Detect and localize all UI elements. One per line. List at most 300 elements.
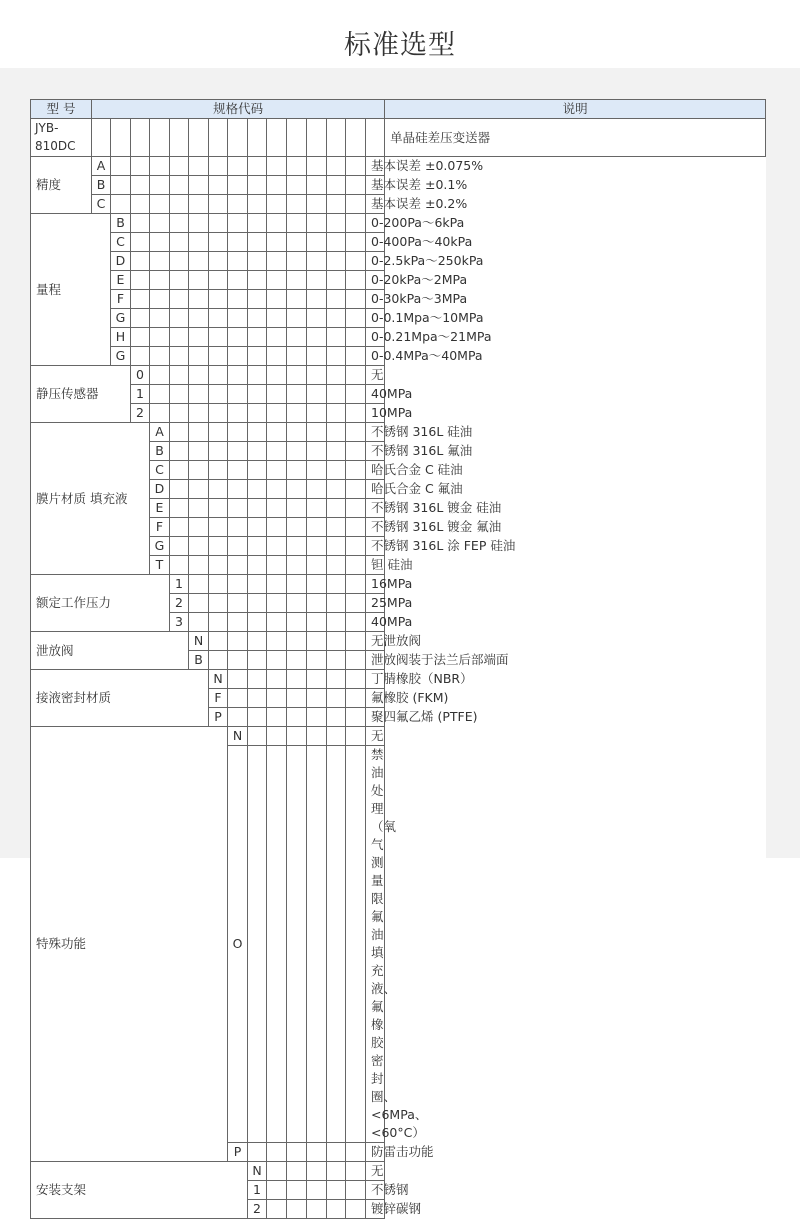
code-cell xyxy=(248,442,267,461)
code-cell xyxy=(170,290,189,309)
code-cell xyxy=(307,537,327,556)
code-cell xyxy=(346,290,366,309)
code-cell xyxy=(346,499,366,518)
code-cell xyxy=(346,176,366,195)
code-cell xyxy=(131,347,150,366)
code-cell xyxy=(209,252,228,271)
code-cell xyxy=(189,214,209,233)
code-cell xyxy=(170,233,189,252)
code-cell xyxy=(248,613,267,632)
code-cell xyxy=(267,176,287,195)
selection-table xyxy=(30,99,766,1219)
code-cell xyxy=(287,290,307,309)
option-code: F xyxy=(150,518,170,537)
code-cell xyxy=(248,328,267,347)
code-cell xyxy=(209,537,228,556)
code-cell xyxy=(307,442,327,461)
code-cell xyxy=(327,157,346,176)
option-code: B xyxy=(111,214,131,233)
code-cell xyxy=(267,651,287,670)
table-row xyxy=(31,252,766,271)
code-cell xyxy=(248,499,267,518)
option-description: 聚四氟乙烯 (PTFE) xyxy=(366,708,385,727)
code-cell xyxy=(248,366,267,385)
table-row xyxy=(31,271,766,290)
option-code: N xyxy=(209,670,228,689)
code-cell xyxy=(209,423,228,442)
category-label: 额定工作压力 xyxy=(31,575,170,632)
code-cell xyxy=(346,214,366,233)
code-cell xyxy=(228,385,248,404)
option-code: P xyxy=(228,1143,248,1162)
option-code: E xyxy=(150,499,170,518)
code-cell xyxy=(307,746,327,1143)
code-cell xyxy=(287,347,307,366)
code-cell xyxy=(307,271,327,290)
code-cell xyxy=(248,176,267,195)
code-cell xyxy=(287,461,307,480)
code-cell xyxy=(287,195,307,214)
code-cell xyxy=(327,1162,346,1181)
code-cell xyxy=(346,651,366,670)
code-cell xyxy=(267,404,287,423)
code-cell xyxy=(189,252,209,271)
option-description: 40MPa xyxy=(366,385,385,404)
code-cell xyxy=(287,366,307,385)
code-cell xyxy=(307,366,327,385)
code-cell xyxy=(346,423,366,442)
code-cell xyxy=(228,670,248,689)
table-row xyxy=(31,157,766,176)
option-description: 0-0.1Mpa～10MPa xyxy=(366,309,385,328)
option-code: 1 xyxy=(170,575,189,594)
code-cell xyxy=(209,290,228,309)
code-cell xyxy=(228,366,248,385)
code-cell xyxy=(209,385,228,404)
code-cell xyxy=(267,214,287,233)
code-cell xyxy=(170,119,189,157)
option-description: 0-2.5kPa～250kPa xyxy=(366,252,385,271)
code-cell xyxy=(170,404,189,423)
table-row xyxy=(31,727,766,746)
code-cell xyxy=(346,613,366,632)
code-cell xyxy=(131,271,150,290)
code-cell xyxy=(287,708,307,727)
code-cell xyxy=(287,727,307,746)
option-description: 丁腈橡胶（NBR） xyxy=(366,670,385,689)
code-cell xyxy=(189,347,209,366)
code-cell xyxy=(228,480,248,499)
code-cell xyxy=(228,271,248,290)
option-description: 不锈钢 316L 镀金 硅油 xyxy=(366,499,385,518)
code-cell xyxy=(327,461,346,480)
option-code: H xyxy=(111,328,131,347)
code-cell xyxy=(248,746,267,1143)
code-cell xyxy=(327,480,346,499)
code-cell xyxy=(327,746,346,1143)
code-cell xyxy=(287,556,307,575)
option-description: 10MPa xyxy=(366,404,385,423)
code-cell xyxy=(228,252,248,271)
option-description: 0-20kPa～2MPa xyxy=(366,271,385,290)
code-cell xyxy=(267,594,287,613)
code-cell xyxy=(346,195,366,214)
option-code: C xyxy=(150,461,170,480)
code-cell xyxy=(248,290,267,309)
code-cell xyxy=(209,575,228,594)
code-cell xyxy=(307,309,327,328)
code-cell xyxy=(228,575,248,594)
code-cell xyxy=(248,537,267,556)
code-cell xyxy=(327,518,346,537)
code-cell xyxy=(327,594,346,613)
table-row xyxy=(31,670,766,689)
code-cell xyxy=(170,366,189,385)
code-cell xyxy=(170,195,189,214)
code-cell xyxy=(287,670,307,689)
code-cell xyxy=(209,442,228,461)
code-cell xyxy=(327,252,346,271)
option-description: 0-0.21Mpa～21MPa xyxy=(366,328,385,347)
code-cell xyxy=(327,727,346,746)
code-cell xyxy=(327,613,346,632)
code-cell xyxy=(248,556,267,575)
header-model: 型 号 xyxy=(31,100,92,119)
code-cell xyxy=(287,613,307,632)
code-cell xyxy=(327,1143,346,1162)
code-cell xyxy=(189,480,209,499)
code-cell xyxy=(111,119,131,157)
table-row xyxy=(31,632,766,651)
code-cell xyxy=(189,385,209,404)
code-cell xyxy=(170,556,189,575)
option-description: 无 xyxy=(366,366,385,385)
code-cell xyxy=(307,1200,327,1219)
code-cell xyxy=(307,347,327,366)
option-code: A xyxy=(150,423,170,442)
code-cell xyxy=(346,366,366,385)
code-cell xyxy=(189,613,209,632)
code-cell xyxy=(228,328,248,347)
code-cell xyxy=(307,670,327,689)
code-cell xyxy=(248,727,267,746)
code-cell xyxy=(209,271,228,290)
code-cell xyxy=(307,727,327,746)
code-cell xyxy=(189,366,209,385)
code-cell xyxy=(248,252,267,271)
option-code: 2 xyxy=(170,594,189,613)
option-description: 哈氏合金 C 氟油 xyxy=(366,480,385,499)
code-cell xyxy=(248,385,267,404)
code-cell xyxy=(327,404,346,423)
code-cell xyxy=(346,480,366,499)
code-cell xyxy=(248,309,267,328)
code-cell xyxy=(150,290,170,309)
code-cell xyxy=(307,480,327,499)
table-row xyxy=(31,328,766,347)
header-spec-code: 规格代码 xyxy=(92,100,385,119)
code-cell xyxy=(150,309,170,328)
option-description: 0-400Pa～40kPa xyxy=(366,233,385,252)
code-cell xyxy=(267,366,287,385)
code-cell xyxy=(189,404,209,423)
code-cell xyxy=(170,461,189,480)
code-cell xyxy=(287,328,307,347)
code-cell xyxy=(327,328,346,347)
code-cell xyxy=(346,537,366,556)
code-cell xyxy=(307,423,327,442)
code-cell xyxy=(170,176,189,195)
table-row xyxy=(31,233,766,252)
option-code: B xyxy=(189,651,209,670)
code-cell xyxy=(150,195,170,214)
code-cell xyxy=(248,518,267,537)
code-cell xyxy=(346,632,366,651)
code-cell xyxy=(346,670,366,689)
code-cell xyxy=(307,613,327,632)
code-cell xyxy=(346,461,366,480)
code-cell xyxy=(209,195,228,214)
code-cell xyxy=(287,271,307,290)
page-title: 标准选型 xyxy=(344,30,456,61)
category-label: 泄放阀 xyxy=(31,632,189,670)
code-cell xyxy=(346,347,366,366)
code-cell xyxy=(287,119,307,157)
code-cell xyxy=(287,594,307,613)
code-cell xyxy=(327,119,346,157)
code-cell xyxy=(228,594,248,613)
option-description: 防雷击功能 xyxy=(366,1143,385,1162)
code-cell xyxy=(209,518,228,537)
code-cell xyxy=(327,442,346,461)
code-cell xyxy=(228,423,248,442)
code-cell xyxy=(209,613,228,632)
code-cell xyxy=(228,176,248,195)
code-cell xyxy=(287,385,307,404)
table-row xyxy=(31,366,766,385)
option-description: 泄放阀装于法兰后部端面 xyxy=(366,651,385,670)
code-cell xyxy=(267,252,287,271)
option-code: O xyxy=(228,746,248,1143)
code-cell xyxy=(267,157,287,176)
code-cell xyxy=(307,499,327,518)
option-code: D xyxy=(111,252,131,271)
code-cell xyxy=(327,271,346,290)
code-cell xyxy=(327,689,346,708)
code-cell xyxy=(327,366,346,385)
code-cell xyxy=(327,1200,346,1219)
code-cell xyxy=(189,195,209,214)
table-row xyxy=(31,176,766,195)
code-cell xyxy=(209,309,228,328)
code-cell xyxy=(267,233,287,252)
code-cell xyxy=(228,461,248,480)
code-cell xyxy=(228,195,248,214)
table-row xyxy=(31,385,766,404)
code-cell xyxy=(248,651,267,670)
code-cell xyxy=(209,556,228,575)
code-cell xyxy=(248,708,267,727)
code-cell xyxy=(346,594,366,613)
code-cell xyxy=(346,328,366,347)
option-code: D xyxy=(150,480,170,499)
option-code: T xyxy=(150,556,170,575)
code-cell xyxy=(267,689,287,708)
code-cell xyxy=(267,119,287,157)
code-cell xyxy=(150,366,170,385)
code-cell xyxy=(307,556,327,575)
code-cell xyxy=(287,689,307,708)
code-cell xyxy=(209,404,228,423)
code-cell xyxy=(327,651,346,670)
code-cell xyxy=(346,689,366,708)
code-cell xyxy=(248,119,267,157)
code-cell xyxy=(287,746,307,1143)
code-cell xyxy=(267,632,287,651)
code-cell xyxy=(209,632,228,651)
code-cell xyxy=(327,309,346,328)
code-cell xyxy=(267,1162,287,1181)
code-cell xyxy=(209,157,228,176)
option-code: N xyxy=(228,727,248,746)
code-cell xyxy=(170,423,189,442)
code-cell xyxy=(327,347,346,366)
code-cell xyxy=(150,119,170,157)
code-cell xyxy=(327,499,346,518)
code-cell xyxy=(327,1181,346,1200)
option-description: 0-200Pa～6kPa xyxy=(366,214,385,233)
model-code: JYB-810DC xyxy=(31,119,92,157)
code-cell xyxy=(287,632,307,651)
code-cell xyxy=(228,442,248,461)
code-cell xyxy=(248,632,267,651)
category-label: 膜片材质 填充液 xyxy=(31,423,150,575)
code-cell xyxy=(267,328,287,347)
code-cell xyxy=(287,214,307,233)
code-cell xyxy=(267,347,287,366)
option-code: 1 xyxy=(248,1181,267,1200)
option-description: 基本误差 ±0.075% xyxy=(366,157,385,176)
code-cell xyxy=(228,632,248,651)
code-cell xyxy=(287,423,307,442)
code-cell xyxy=(248,195,267,214)
option-code: G xyxy=(111,347,131,366)
code-cell xyxy=(327,290,346,309)
code-cell xyxy=(307,575,327,594)
code-cell xyxy=(307,290,327,309)
option-description: 不锈钢 316L 涂 FEP 硅油 xyxy=(366,537,385,556)
code-cell xyxy=(366,119,385,157)
category-label: 量程 xyxy=(31,214,111,366)
option-description: 无 xyxy=(366,727,385,746)
code-cell xyxy=(248,689,267,708)
code-cell xyxy=(287,518,307,537)
table-row xyxy=(31,290,766,309)
code-cell xyxy=(111,176,131,195)
code-cell xyxy=(267,480,287,499)
code-cell xyxy=(267,575,287,594)
option-description: 氟橡胶 (FKM) xyxy=(366,689,385,708)
code-cell xyxy=(267,309,287,328)
code-cell xyxy=(287,537,307,556)
code-cell xyxy=(346,252,366,271)
table-row xyxy=(31,347,766,366)
table-row xyxy=(31,575,766,594)
code-cell xyxy=(307,252,327,271)
code-cell xyxy=(287,309,307,328)
code-cell xyxy=(131,176,150,195)
code-cell xyxy=(209,461,228,480)
option-description: 16MPa xyxy=(366,575,385,594)
model-description: 单晶硅差压变送器 xyxy=(385,119,766,157)
code-cell xyxy=(327,385,346,404)
code-cell xyxy=(228,157,248,176)
table-header-row xyxy=(31,100,766,119)
code-cell xyxy=(170,442,189,461)
header-description: 说明 xyxy=(385,100,766,119)
code-cell xyxy=(228,290,248,309)
code-cell xyxy=(131,309,150,328)
code-cell xyxy=(150,252,170,271)
option-code: F xyxy=(209,689,228,708)
code-cell xyxy=(150,157,170,176)
code-cell xyxy=(327,575,346,594)
code-cell xyxy=(170,157,189,176)
code-cell xyxy=(307,708,327,727)
code-cell xyxy=(189,442,209,461)
code-cell xyxy=(248,404,267,423)
code-cell xyxy=(307,651,327,670)
code-cell xyxy=(346,727,366,746)
code-cell xyxy=(170,480,189,499)
code-cell xyxy=(307,461,327,480)
code-cell xyxy=(346,746,366,1143)
code-cell xyxy=(209,347,228,366)
table-row xyxy=(31,423,766,442)
code-cell xyxy=(307,632,327,651)
code-cell xyxy=(228,518,248,537)
code-cell xyxy=(131,233,150,252)
code-cell xyxy=(170,518,189,537)
table-row xyxy=(31,404,766,423)
code-cell xyxy=(267,290,287,309)
code-cell xyxy=(228,708,248,727)
code-cell xyxy=(170,252,189,271)
option-description: 基本误差 ±0.2% xyxy=(366,195,385,214)
code-cell xyxy=(287,176,307,195)
code-cell xyxy=(189,556,209,575)
code-cell xyxy=(307,119,327,157)
code-cell xyxy=(189,499,209,518)
code-cell xyxy=(209,366,228,385)
option-code: N xyxy=(248,1162,267,1181)
code-cell xyxy=(346,518,366,537)
option-code: F xyxy=(111,290,131,309)
code-cell xyxy=(131,214,150,233)
option-code: 0 xyxy=(131,366,150,385)
option-code: C xyxy=(92,195,111,214)
code-cell xyxy=(267,271,287,290)
code-cell xyxy=(228,689,248,708)
code-cell xyxy=(287,1181,307,1200)
code-cell xyxy=(189,518,209,537)
code-cell xyxy=(287,1200,307,1219)
code-cell xyxy=(287,233,307,252)
option-description: 基本误差 ±0.1% xyxy=(366,176,385,195)
code-cell xyxy=(170,328,189,347)
option-description: 0-30kPa～3MPa xyxy=(366,290,385,309)
code-cell xyxy=(287,651,307,670)
